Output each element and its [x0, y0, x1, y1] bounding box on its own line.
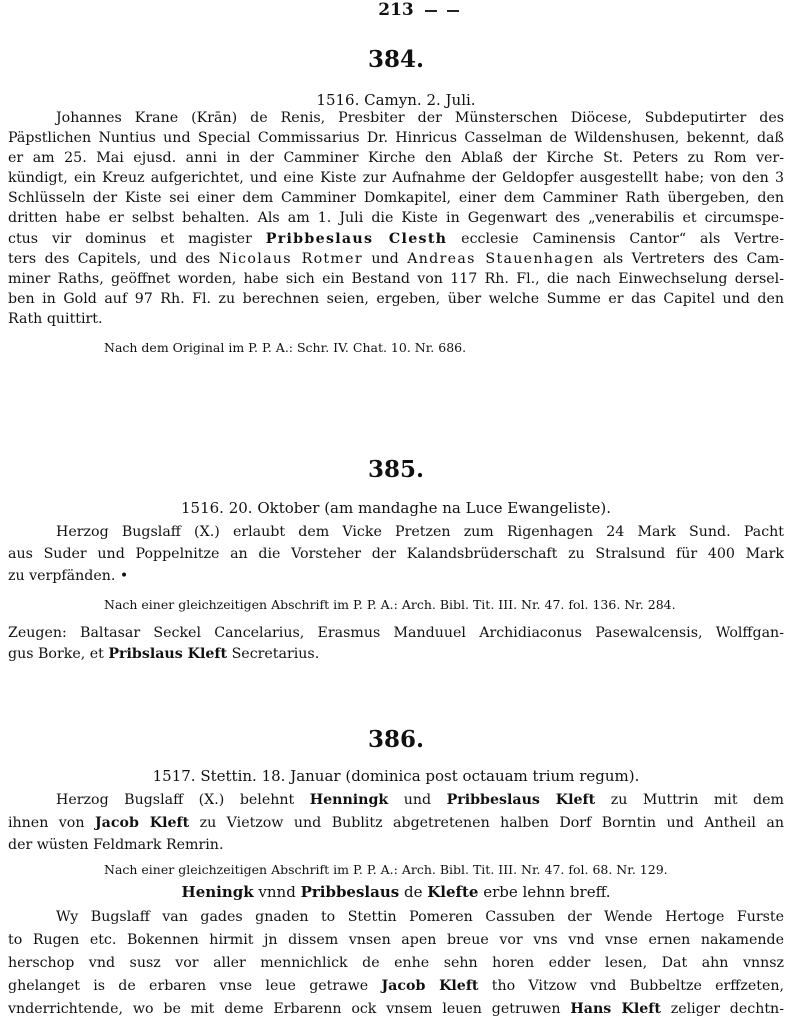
regest-line: ben in Gold auf 97 Rh. Fl. zu berechnen seien, ergeben, über welche Summe er das Capitel und den	[8, 291, 784, 307]
entry-number: 385.	[367, 456, 425, 483]
person-name: Andreas Stauenhagen	[407, 251, 595, 267]
page-number-rule	[447, 10, 459, 12]
person-name: Hans Kleft	[570, 1001, 661, 1017]
regest-line: Herzog Bugslaff (X.) erlaubt dem Vicke Pretzen zum Rigenhagen 24 Mark Sund. Pacht	[56, 524, 784, 540]
witness-line: Zeugen: Baltasar Seckel Cancelarius, Erasmus Manduuel Archidiaconus Pasewalcensis, Wolffgan-	[8, 625, 784, 641]
person-name: Henningk	[309, 792, 389, 808]
regest-line: ters des Capitels, und des Nicolaus Rotmer und Andreas Stauenhagen als Vertreters des Cam-	[8, 251, 784, 267]
regest-line: ctus vir dominus et magister Pribbeslaus Clesth ecclesie Caminensis Cantor“ als Vertre-	[8, 231, 784, 247]
regest-line: Rath quittirt.	[8, 311, 103, 327]
regest-line: Päpstlichen Nuntius und Special Commissarius Dr. Hinricus Casselman de Wildenshusen, bekennt, daß	[8, 130, 784, 146]
regest-line: Johannes Krane (Krān) de Renis, Presbiter der Münsterschen Diöcese, Subdeputirter des	[56, 110, 784, 126]
regest-line: er am 25. Mai ejusd. anni in der Camminer Kirche den Ablaß der Kirche St. Peters zu Rom ver-	[8, 150, 784, 166]
person-name: Pribbeslaus Kleft	[446, 792, 596, 808]
regest-line: zu verpfänden. •	[8, 568, 129, 584]
entry-number: 384.	[367, 46, 425, 73]
document-line: Wy Bugslaff van gades gnaden to Stettin Pomeren Cassuben der Wende Hertoge Furste	[56, 909, 784, 925]
source-note: Nach einer gleichzeitigen Abschrift im P. P. A.: Arch. Bibl. Tit. III. Nr. 47. fol. 136. Nr. 284.	[104, 597, 676, 612]
entry-header: 1517. Stettin. 18. Januar (dominica post octauam trium regum).	[152, 767, 640, 785]
page-number: 213	[378, 0, 414, 20]
source-note: Nach einer gleichzeitigen Abschrift im P. P. A.: Arch. Bibl. Tit. III. Nr. 47. fol. 68. Nr. 129.	[104, 862, 668, 877]
person-name: Jacob Kleft	[94, 815, 190, 831]
regest-line: kündigt, ein Kreuz aufgerichtet, und eine Kiste zur Aufnahme der Geldopfer ausgestellt habe; von den 3	[8, 170, 784, 186]
entry-header: 1516. Camyn. 2. Juli.	[316, 91, 476, 109]
regest-line: Herzog Bugslaff (X.) belehnt Henningk und Pribbeslaus Kleft zu Muttrin mit dem	[56, 792, 784, 808]
regest-line: der wüsten Feldmark Remrin.	[8, 837, 224, 853]
person-name: Jacob Kleft	[381, 978, 479, 994]
regest-line: Schlüsseln der Kiste sei einer dem Camminer Domkapitel, einer dem Camminer Rath übergeben, den	[8, 190, 784, 206]
witness-line: gus Borke, et Pribslaus Kleft Secretarius.	[8, 646, 320, 662]
entry-number: 386.	[367, 726, 425, 753]
regest-line: dritten habe er selbst behalten. Als am 1. Juli die Kiste in Gegenwart des „venerabilis et circumspe-	[8, 210, 784, 226]
document-line: to Rugen etc. Bokennen hirmit jn dissem vnsen apen breue vor vns vnd vnse ernen nakamende	[8, 932, 784, 948]
document-line: vnderrichtende, wo be mit deme Erbarenn ock vnsem leuen getruwen Hans Kleft zeliger dechtn-	[8, 1001, 784, 1017]
regest-line: miner Raths, geöffnet worden, habe sich ein Bestand von 117 Rh. Fl., die nach Einwechselung dersel-	[8, 271, 784, 287]
document-line: ghelanget is de erbaren vnse leue getrawe Jacob Kleft tho Vitzow vnd Bubbeltze erffzeten,	[8, 978, 784, 994]
document-title: Heningk vnnd Pribbeslaus de Klefte erbe lehnn breff.	[181, 883, 611, 901]
person-name: Pribslaus Kleft	[108, 646, 228, 662]
source-note: Nach dem Original im P. P. A.: Schr. IV. Chat. 10. Nr. 686.	[104, 340, 467, 355]
person-name: Pribbeslaus Clesth	[265, 231, 448, 247]
entry-header: 1516. 20. Oktober (am mandaghe na Luce Ewangeliste).	[181, 499, 611, 517]
person-name: Nicolaus Rotmer	[218, 251, 363, 267]
regest-line: aus Suder und Poppelnitze an die Vorsteher der Kalandsbrüderschaft zu Stralsund für 400 Mark	[8, 546, 784, 562]
page-number-rule	[425, 10, 437, 12]
regest-line: ihnen von Jacob Kleft zu Vietzow und Bublitz abgetretenen halben Dorf Borntin und Antheil an	[8, 815, 784, 831]
document-line: herschop vnd susz vor aller mennichlick de enhe sehn horen edder lesen, Dat ahn vnnsz	[8, 955, 784, 971]
